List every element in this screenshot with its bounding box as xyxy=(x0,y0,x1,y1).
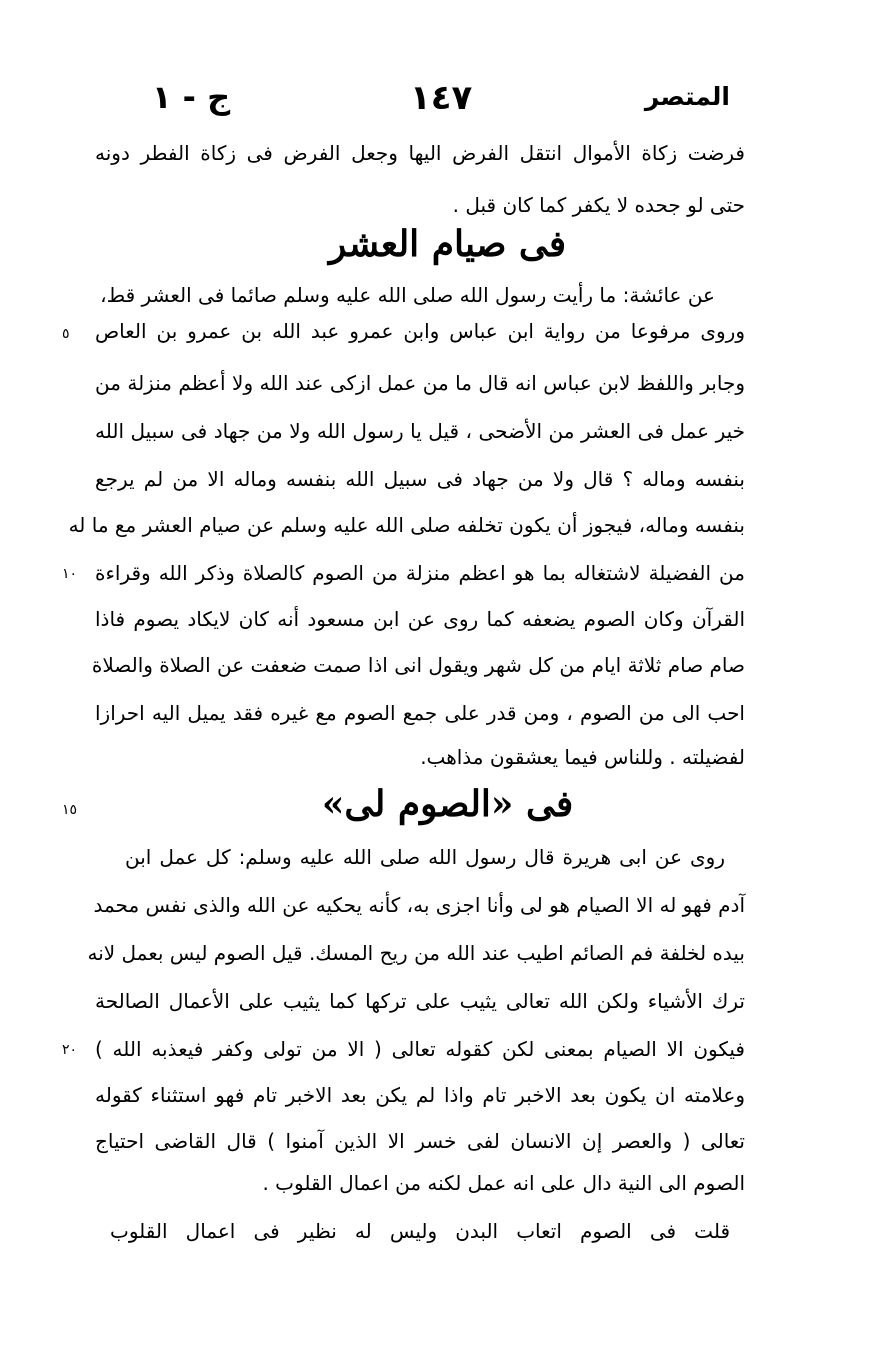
page-number: ١٤٧ xyxy=(410,78,473,118)
text-line: خير عمل فى العشر من الأضحى ، قيل يا رسول الله ولا من جهاد فى سبيل الله xyxy=(95,419,745,443)
text-line: فيكون الا الصيام بمعنى لكن كقوله تعالى ( الا من تولى وكفر فيعذبه الله ) xyxy=(95,1037,745,1061)
text-line: بيده لخلفة فم الصائم اطيب عند الله من ريح المسك. قيل الصوم ليس بعمل لانه xyxy=(87,941,745,965)
text-line: فرضت زكاة الأموال انتقل الفرض اليها وجعل الفرض فى زكاة الفطر دونه xyxy=(95,141,745,165)
section-heading: فى صيام العشر xyxy=(328,223,567,265)
line-number: ١٥ xyxy=(62,802,78,818)
text-line: حتى لو جحده لا يكفر كما كان قبل . xyxy=(452,193,745,217)
text-line: لفضيلته . وللناس فيما يعشقون مذاهب. xyxy=(420,745,745,769)
text-line: وروى مرفوعا من رواية ابن عباس وابن عمرو عبد الله بن عمرو بن العاص xyxy=(95,319,745,343)
text-line: صام صام ثلاثة ايام من كل شهر ويقول انى اذا صمت ضعفت عن الصلاة والصلاة xyxy=(91,653,745,677)
volume-label: ج - ١ xyxy=(152,78,231,116)
text-line: آدم فهو له الا الصيام هو لى وأنا اجزى به، كأنه يحكيه عن الله والذى نفس محمد xyxy=(93,893,745,917)
line-number: ٢٠ xyxy=(62,1042,78,1058)
text-line: قلت فى الصوم اتعاب البدن وليس له نظير فى اعمال القلوب xyxy=(110,1219,730,1243)
text-line: تعالى ( والعصر إن الانسان لفى خسر الا الذين آمنوا ) قال القاضى احتياج xyxy=(95,1129,745,1153)
running-title: المتصر xyxy=(644,82,730,111)
text-line: عن عائشة: ما رأيت رسول الله صلى الله عليه وسلم صائما فى العشر قط، xyxy=(100,283,715,307)
line-number: ٥ xyxy=(62,326,70,342)
line-number: ١٠ xyxy=(62,566,78,582)
section-heading: فى «الصوم لى» xyxy=(321,783,574,825)
text-line: وعلامته ان يكون بعد الاخبر تام واذا لم يكن بعد الاخبر تام فهو استثناء كقوله xyxy=(95,1083,745,1107)
text-line: احب الى من الصوم ، ومن قدر على جمع الصوم مع غيره فقد يميل اليه احرازا xyxy=(95,701,745,725)
text-line: بنفسه وماله ؟ قال ولا من جهاد فى سبيل الله بنفسه وماله الا من لم يرجع xyxy=(95,467,745,491)
text-line: روى عن ابى هريرة قال رسول الله صلى الله عليه وسلم: كل عمل ابن xyxy=(125,845,725,869)
page-header xyxy=(140,78,730,122)
text-line: ترك الأشياء ولكن الله تعالى يثيب على تركها كما يثيب على الأعمال الصالحة xyxy=(95,989,745,1013)
text-line: من الفضيلة لاشتغاله بما هو اعظم منزلة من الصوم كالصلاة وذكر الله وقراءة xyxy=(95,561,745,585)
text-line: بنفسه وماله، فيجوز أن يكون تخلفه صلى الله عليه وسلم عن صيام العشر مع ما له xyxy=(68,513,745,537)
text-line: الصوم الى النية دال على انه عمل لكنه من اعمال القلوب . xyxy=(262,1171,745,1195)
text-line: القرآن وكان الصوم يضعفه كما روى عن ابن مسعود أنه كان لايكاد يصوم فاذا xyxy=(95,607,745,631)
text-line: وجابر واللفظ لابن عباس انه قال ما من عمل ازكى عند الله ولا أعظم منزلة من xyxy=(95,371,745,395)
